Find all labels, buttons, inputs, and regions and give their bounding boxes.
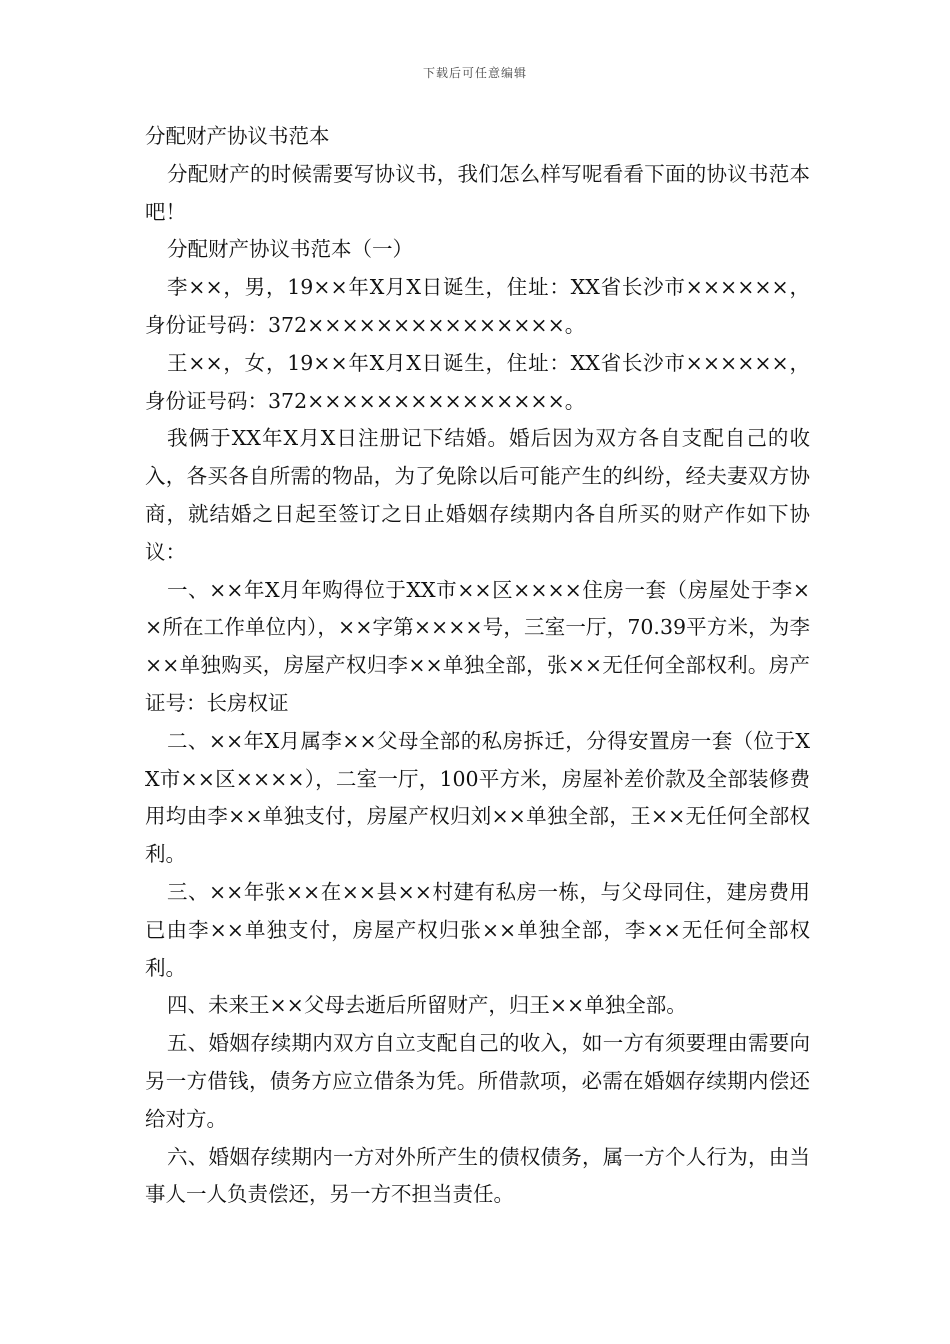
clause-1: 一、××年X月年购得位于XX市××区××××住房一套（房屋处于李××所在工作单位内），××字第××××号，三室一厅，70.39平方米，为李××单独购买，房屋产权归李××单独全部，张××无任何全部权利。房产证号：长房权证 (145, 577, 810, 715)
page-header: 下载后可任意编辑 (422, 66, 527, 80)
document-body (145, 118, 810, 1214)
intro-paragraph: 分配财产的时候需要写协议书，我们怎么样写呢看看下面的协议书范本吧！ (145, 161, 810, 224)
clause-6: 六、婚姻存续期内一方对外所产生的债权债务，属一方个人行为，由当事人一人负责偿还，另一方不担当责任。 (145, 1144, 810, 1207)
clause-5: 五、婚姻存续期内双方自立支配自己的收入，如一方有须要理由需要向另一方借钱，债务方应立借条为凭。所借款项，必需在婚姻存续期内偿还给对方。 (145, 1031, 810, 1131)
party-a-paragraph: 李××，男，19××年X月X日诞生，住址：XX省长沙市××××××，身份证号码：372×××××××××××××××。 (145, 275, 810, 337)
preamble-paragraph: 我俩于XX年X月X日注册记下结婚。婚后因为双方各自支配自己的收入，各买各自所需的物品，为了免除以后可能产生的纠纷，经夫妻双方协商，就结婚之日起至签订之日止婚姻存续期内各自所买的财产作如下协议： (145, 426, 810, 564)
clause-2: 二、××年X月属李××父母全部的私房拆迁，分得安置房一套（位于XX市××区××××），二室一厅，100平方米，房屋补差价款及全部装修费用均由李××单独支付，房屋产权归刘××单独全部，王××无任何全部权利。 (145, 728, 810, 867)
party-b-paragraph: 王××，女，19××年X月X日诞生，住址：XX省长沙市××××××，身份证号码：372×××××××××××××××。 (145, 350, 810, 413)
clause-4: 四、未来王××父母去逝后所留财产，归王××单独全部。 (167, 993, 687, 1018)
document-subtitle: 分配财产协议书范本（一） (167, 237, 413, 262)
document-title: 分配财产协议书范本 (145, 124, 330, 148)
clause-3: 三、××年张××在××县××村建有私房一栋，与父母同住，建房费用已由李××单独支付，房屋产权归张××单独全部，李××无任何全部权利。 (145, 879, 810, 980)
